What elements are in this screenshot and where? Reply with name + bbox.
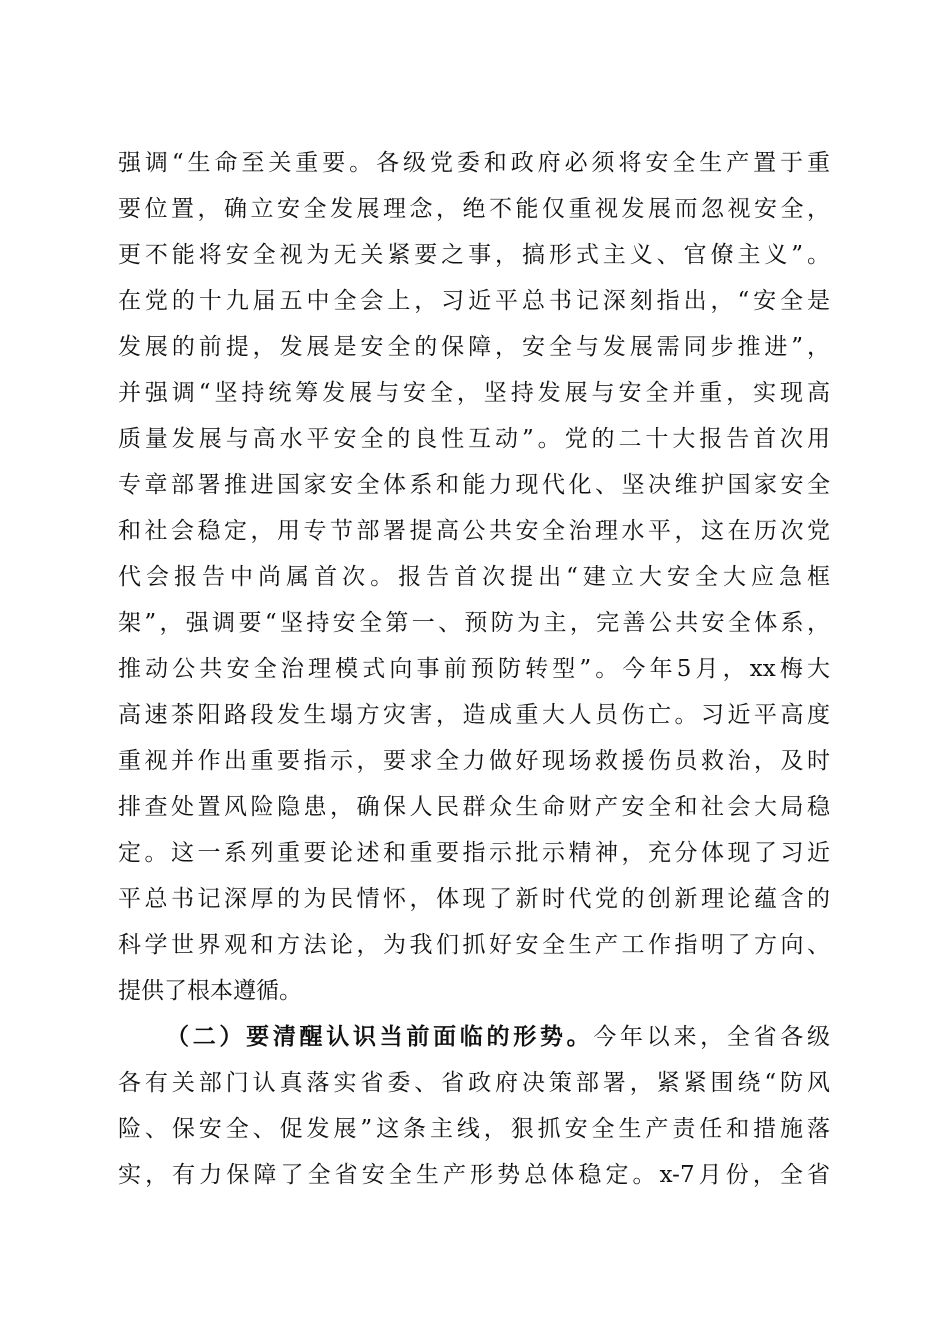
- body-text-line: 高速茶阳路段发生塌方灾害，造成重大人员伤亡。习近平高度: [118, 702, 830, 728]
- body-text-line: 各有关部门认真落实省委、省政府决策部署，紧紧围绕“防风: [118, 1070, 830, 1096]
- body-text-line: 科学世界观和方法论，为我们抓好安全生产工作指明了方向、: [118, 932, 830, 958]
- body-text-line: 在党的十九届五中全会上，习近平总书记深刻指出，“安全是: [118, 288, 830, 314]
- body-text-line: 平总书记深厚的为民情怀，体现了新时代党的创新理论蕴含的: [118, 886, 830, 912]
- body-text-line: 架”，强调要“坚持安全第一、预防为主，完善公共安全体系，: [118, 610, 830, 636]
- section-text: 今年以来，全省各级: [593, 1024, 830, 1050]
- body-text-line: 排查处置风险隐患，确保人民群众生命财产安全和社会大局稳: [118, 794, 830, 820]
- body-text-line: 更不能将安全视为无关紧要之事，搞形式主义、官僚主义”。: [118, 242, 830, 268]
- body-text-line: 并强调“坚持统筹发展与安全，坚持发展与安全并重，实现高: [118, 380, 830, 406]
- body-text-line: 定。这一系列重要论述和重要指示批示精神，充分体现了习近: [118, 840, 830, 866]
- body-text-line: 发展的前提，发展是安全的保障，安全与发展需同步推进”，: [118, 334, 830, 360]
- body-text-line: 代会报告中尚属首次。报告首次提出“建立大安全大应急框: [118, 564, 830, 590]
- body-text-line: 推动公共安全治理模式向事前预防转型”。今年5月，xx梅大: [118, 656, 830, 682]
- body-text-line: 质量发展与高水平安全的良性互动”。党的二十大报告首次用: [118, 426, 830, 452]
- body-text-line: 提供了根本遵循。: [118, 978, 302, 1004]
- body-text-line: 专章部署推进国家安全体系和能力现代化、坚决维护国家安全: [118, 472, 830, 498]
- section-heading-line: [166, 1017, 830, 1057]
- body-text-line: 强调“生命至关重要。各级党委和政府必须将安全生产置于重: [118, 150, 830, 176]
- section-heading: （二）要清醒认识当前面临的形势。: [166, 1023, 594, 1050]
- body-text-line: 险、保安全、促发展”这条主线，狠抓安全生产责任和措施落: [118, 1116, 830, 1142]
- body-text-line: 和社会稳定，用专节部署提高公共安全治理水平，这在历次党: [118, 518, 830, 544]
- body-text-line: 要位置，确立安全发展理念，绝不能仅重视发展而忽视安全，: [118, 196, 830, 222]
- body-text-line: 实，有力保障了全省安全生产形势总体稳定。x-7月份，全省: [118, 1162, 830, 1188]
- body-text-line: 重视并作出重要指示，要求全力做好现场救援伤员救治，及时: [118, 748, 830, 774]
